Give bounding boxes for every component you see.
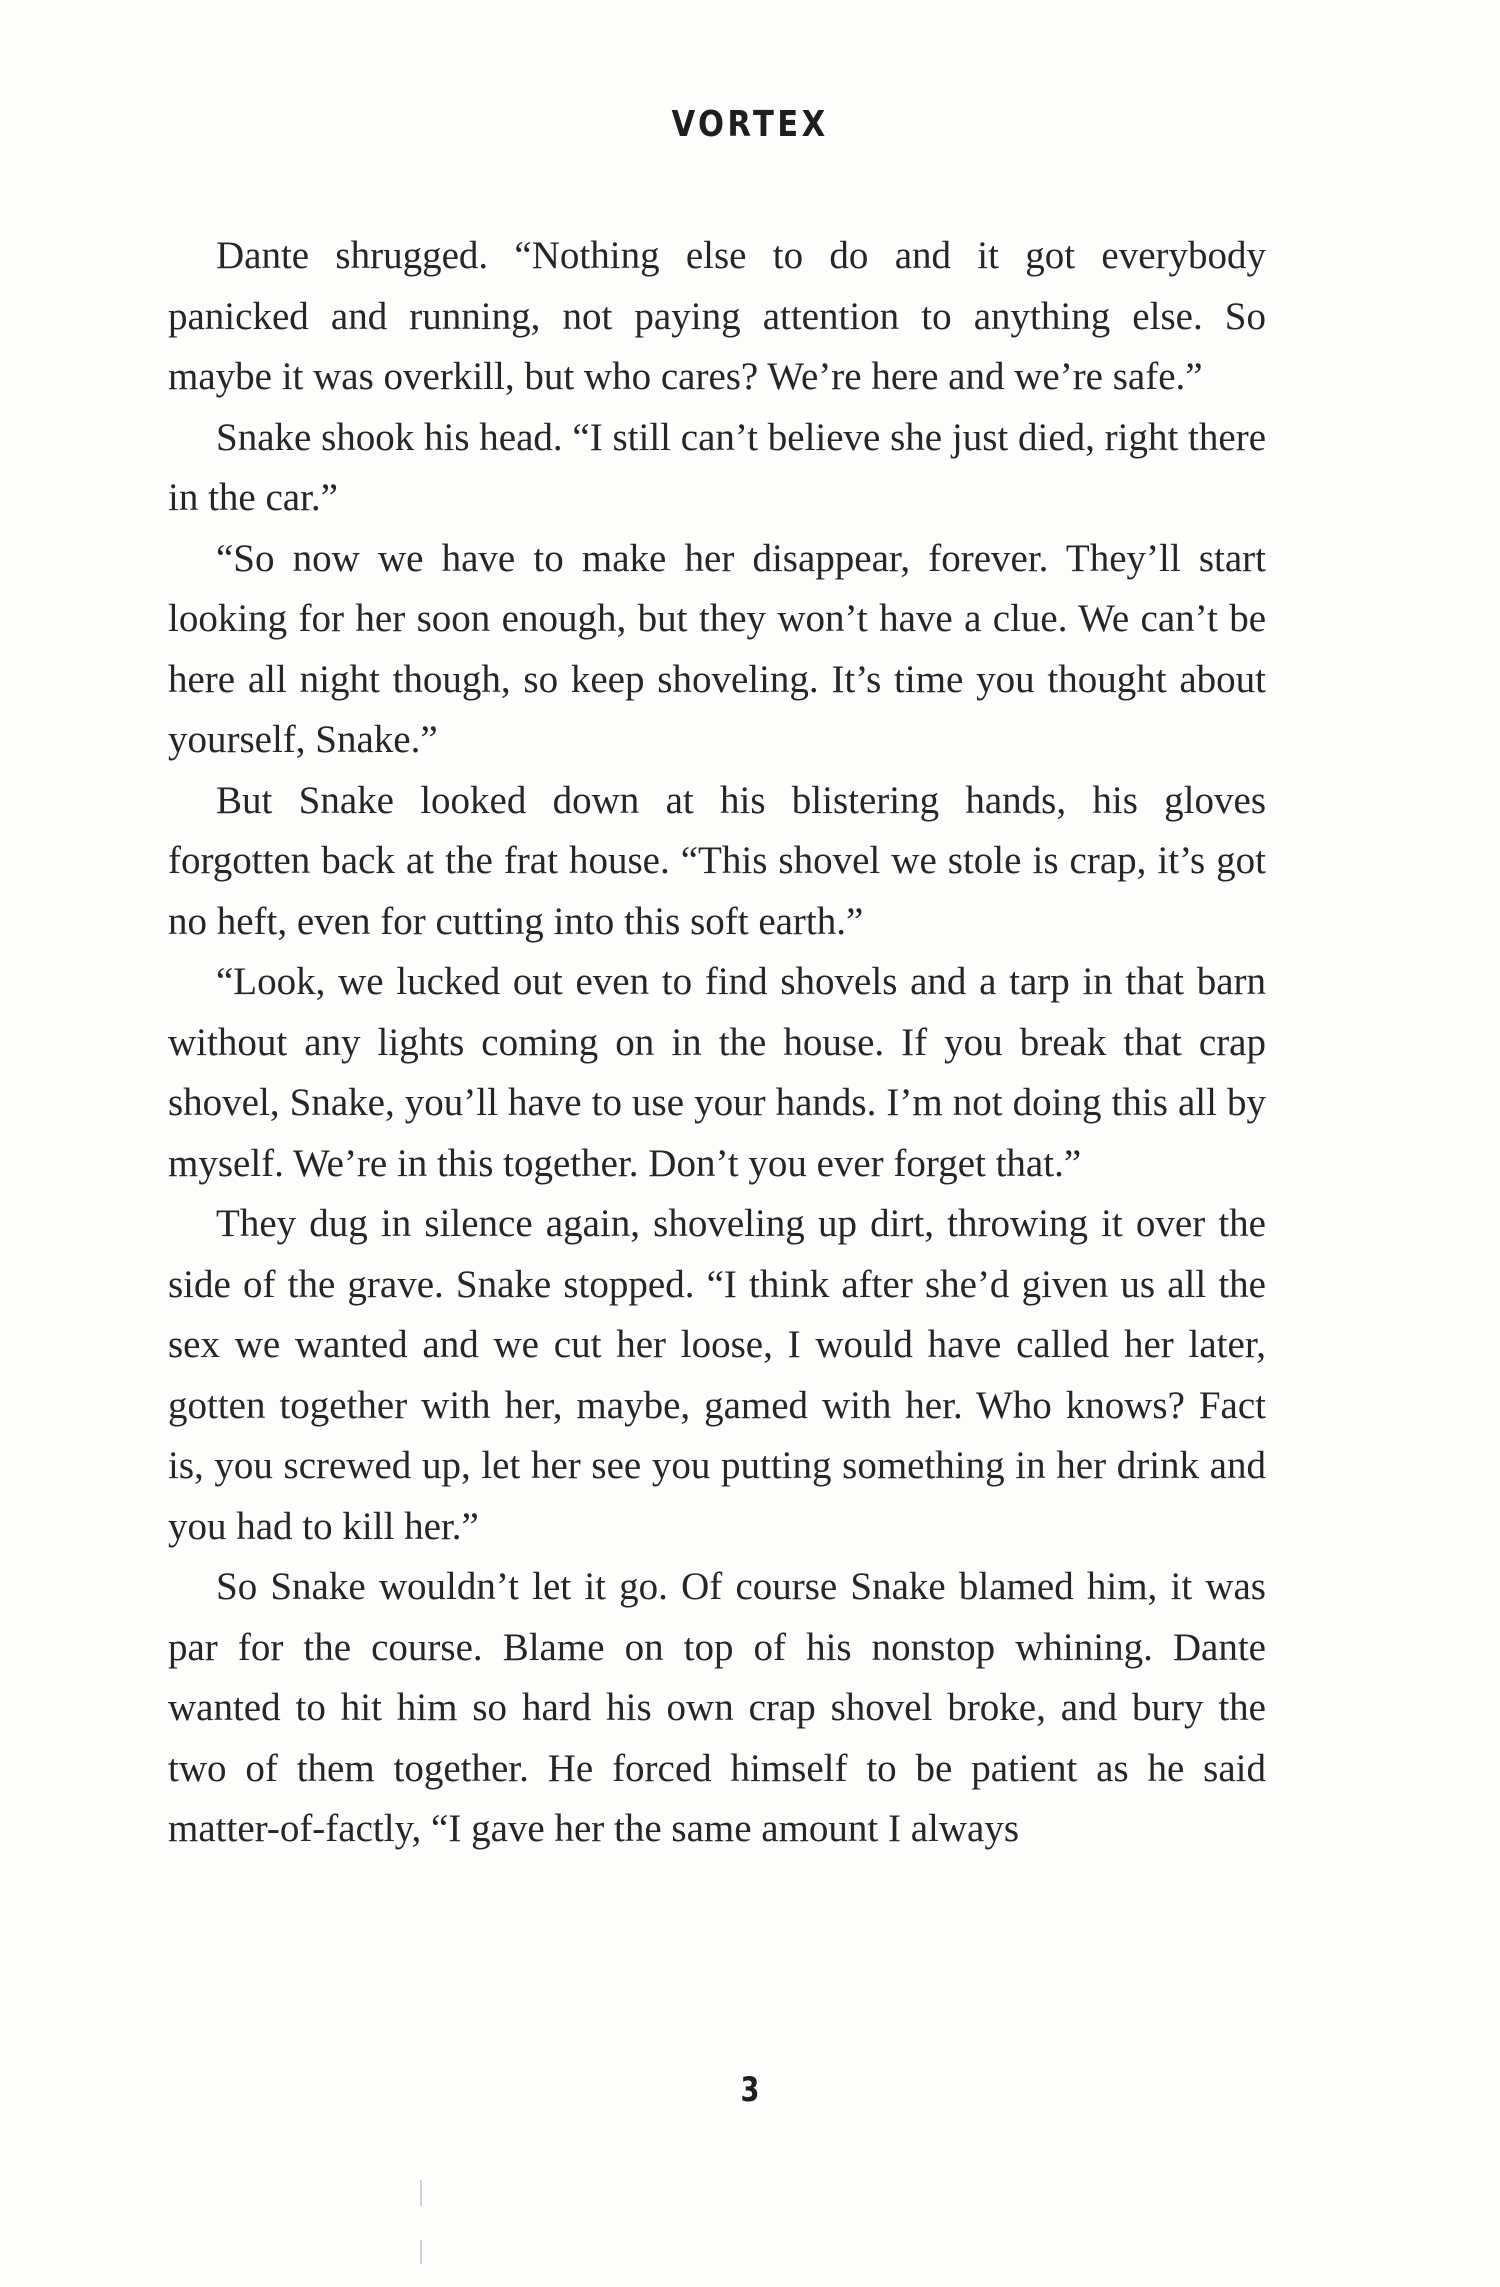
running-title: VORTEX <box>671 104 829 145</box>
scan-mark <box>420 2180 422 2206</box>
page-number: 3 <box>740 2070 760 2110</box>
paragraph: But Snake looked down at his blistering hands, his gloves forgotten back at the frat house. “This shovel we stole is crap, it’s got no heft, even for cutting into this soft earth.” <box>168 778 1266 943</box>
paragraph: They dug in silence again, shoveling up dirt, throwing it over the side of the grave. Snake stopped. “I think after she’d given us all the sex we wanted and we cut her loose, I would have called her later, gotten together with her, maybe, gamed with her. Who knows? Fact is, you screwed up, let her see you putting something in her drink and you had to kill her.” <box>168 1202 1266 1548</box>
paragraph: So Snake wouldn’t let it go. Of course Snake blamed him, it was par for the course. Blame on top of his nonstop whining. Dante wanted to hit him so hard his own crap shovel broke, and bury the two of them together. He forced himself to be patient as he said matter-of-factly, “I gave her the same amount I always <box>168 1565 1266 1850</box>
scan-mark <box>420 2240 422 2264</box>
paragraph: “So now we have to make her disappear, forever. They’ll start looking for her soon enough, but they won’t have a clue. We can’t be here all night though, so keep shoveling. It’s time you thought about yourself, Snake.” <box>168 536 1266 761</box>
paragraph: “Look, we lucked out even to find shovels and a tarp in that barn without any lights coming on in the house. If you break that crap shovel, Snake, you’ll have to use your hands. I’m not doing this all by myself. We’re in this together. Don’t you ever forget that.” <box>168 960 1266 1185</box>
body-text <box>168 226 1266 1860</box>
paragraph: Snake shook his head. “I still can’t believe she just died, right there in the car.” <box>168 415 1266 519</box>
paragraph: Dante shrugged. “Nothing else to do and it got everybody panicked and running, not paying attention to anything else. So maybe it was overkill, but who cares? We’re here and we’re safe.” <box>168 234 1266 398</box>
